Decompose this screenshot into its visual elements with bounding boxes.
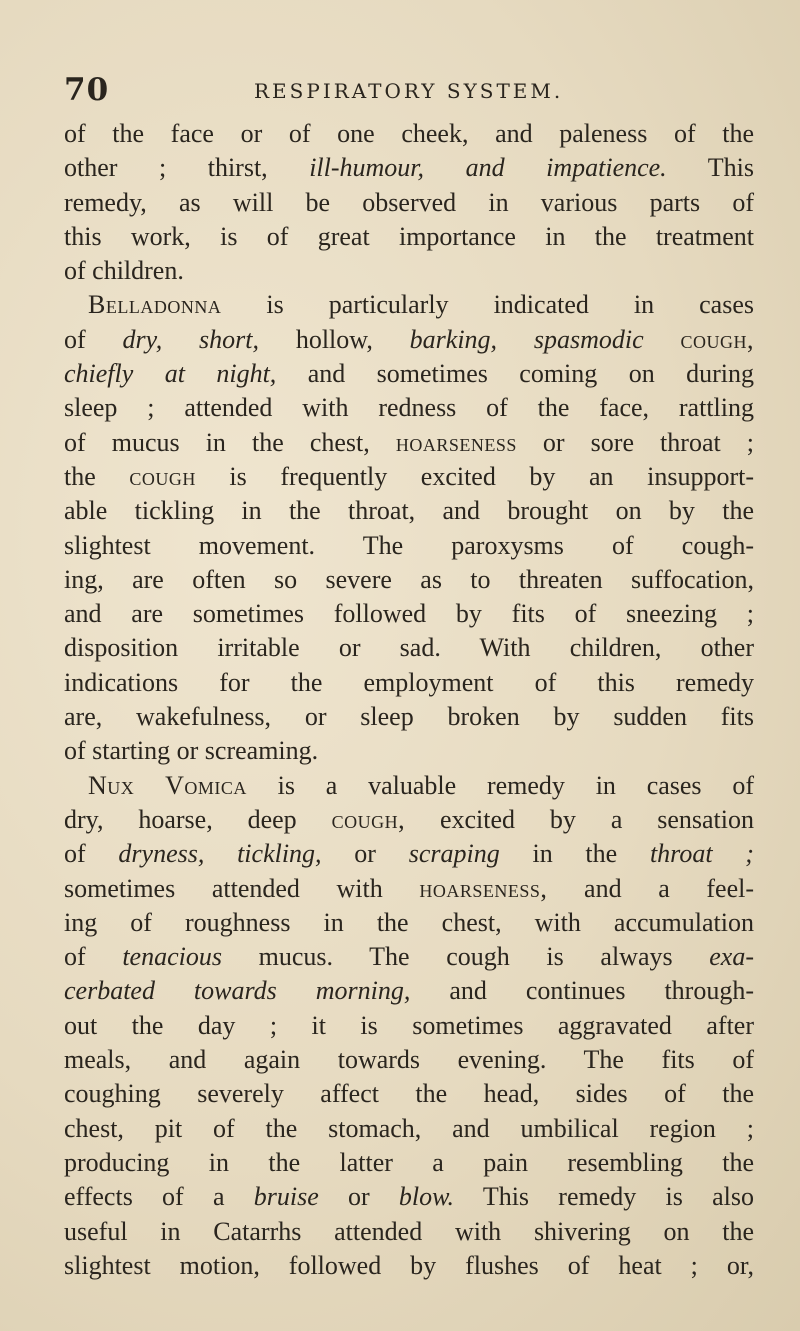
italic-text: ill-humour, and impatience.	[309, 153, 667, 183]
text-run: of the face or of one cheek, and paleness of the	[64, 119, 754, 148]
text-line	[64, 1009, 754, 1043]
text-run: slightest movement. The paroxysms of cough-	[64, 530, 754, 560]
body-text	[64, 117, 754, 1283]
text-line	[64, 563, 754, 597]
text-run: the	[64, 461, 130, 491]
text-run: of	[64, 839, 119, 869]
text-line	[64, 186, 754, 220]
text-line	[64, 906, 754, 940]
text-run: is a valuable remedy in cases of	[246, 770, 754, 800]
text-run: slightest motion, followed by flushes of heat ; or,	[64, 1250, 754, 1280]
text-run: or sore throat ;	[516, 427, 755, 457]
text-run: or	[318, 1182, 399, 1212]
text-run: This remedy is also	[454, 1182, 754, 1212]
small-caps-text: Belladonna	[88, 290, 222, 320]
text-line	[64, 1146, 754, 1180]
italic-text: cerbated towards morning,	[64, 976, 411, 1006]
text-line	[64, 391, 754, 425]
text-line	[64, 288, 754, 322]
text-run: ing of roughness in the chest, with accumulation	[64, 907, 754, 937]
text-run: other ; thirst,	[64, 153, 310, 183]
text-run: and sometimes coming on during	[276, 359, 754, 389]
text-line	[64, 700, 754, 734]
text-line	[64, 1249, 754, 1283]
text-line	[64, 1112, 754, 1146]
italic-text: bruise	[253, 1182, 319, 1212]
text-run: This	[666, 153, 754, 183]
text-run: in the	[499, 839, 650, 869]
text-line	[64, 529, 754, 563]
small-caps-text: Nux Vomica	[88, 770, 247, 800]
italic-text: dryness, tickling,	[118, 839, 322, 869]
text-line	[64, 220, 754, 254]
text-line	[64, 460, 754, 494]
text-line	[64, 151, 754, 185]
running-title: RESPIRATORY SYSTEM.	[254, 79, 564, 103]
text-line	[64, 974, 754, 1008]
text-run: of starting or screaming.	[64, 736, 319, 766]
text-line	[64, 254, 754, 288]
text-run: of children.	[64, 256, 184, 286]
text-run: hollow,	[259, 324, 410, 354]
text-line	[64, 426, 754, 460]
small-caps-text: hoarseness,	[419, 873, 548, 903]
text-run: of	[64, 942, 123, 972]
text-line	[64, 631, 754, 665]
text-line	[64, 837, 754, 871]
italic-text: blow.	[398, 1182, 455, 1212]
text-line	[64, 803, 754, 837]
italic-text: exa-	[709, 942, 754, 972]
text-run: sometimes attended with	[64, 873, 420, 903]
text-line	[64, 597, 754, 631]
text-run: out the day ; it is sometimes aggravated after	[64, 1010, 754, 1040]
text-run: of	[64, 324, 123, 354]
text-line	[64, 769, 754, 803]
small-caps-text: cough,	[331, 804, 406, 834]
italic-text: throat ;	[649, 839, 754, 869]
text-line	[64, 734, 754, 768]
text-run: chest, pit of the stomach, and umbilical region ;	[64, 1113, 754, 1143]
text-run: and continues through-	[410, 976, 754, 1006]
text-run: is particularly indicated in cases	[221, 290, 754, 320]
text-run: indications for the employment of this remedy	[64, 667, 754, 697]
text-run: remedy, as will be observed in various parts of	[64, 187, 754, 217]
text-run: ing, are often so severe as to threaten suffocation,	[64, 564, 754, 594]
small-caps-text: hoarseness	[395, 427, 517, 457]
italic-text: dry, short,	[122, 324, 259, 354]
text-line	[64, 666, 754, 700]
text-run: and a feel-	[547, 873, 754, 903]
small-caps-text: cough,	[680, 324, 754, 354]
text-run: excited by a sensation	[405, 804, 755, 834]
text-run: sleep ; attended with redness of the face, rattling	[64, 393, 754, 423]
text-run	[644, 325, 681, 354]
italic-text: barking, spasmodic	[409, 324, 644, 354]
text-run: and are sometimes followed by fits of sneezing ;	[64, 599, 754, 629]
page-header	[64, 72, 754, 112]
text-line	[64, 357, 754, 391]
italic-text: scraping	[408, 839, 500, 869]
text-line	[64, 494, 754, 528]
text-run: this work, is of great importance in the treatment	[64, 221, 754, 251]
text-line	[64, 1180, 754, 1214]
text-run: or	[321, 839, 409, 869]
text-run: disposition irritable or sad. With children, other	[64, 633, 754, 663]
text-run: coughing severely affect the head, sides of the	[64, 1079, 754, 1109]
text-run: meals, and again towards evening. The fits of	[64, 1045, 754, 1075]
text-line	[64, 1215, 754, 1249]
text-line	[64, 117, 754, 151]
italic-text: chiefly at night,	[64, 359, 277, 389]
page-number: 70	[64, 72, 110, 108]
text-run: able tickling in the throat, and brought on by the	[64, 496, 754, 526]
text-run: producing in the latter a pain resembling the	[64, 1147, 754, 1177]
text-line	[64, 1077, 754, 1111]
text-run: mucus. The cough is always	[221, 942, 710, 972]
text-run: is frequently excited by an insupport-	[195, 461, 754, 491]
text-run: are, wakefulness, or sleep broken by sudden fits	[64, 702, 754, 732]
text-line	[64, 1043, 754, 1077]
text-line	[64, 940, 754, 974]
text-line	[64, 323, 754, 357]
text-run: dry, hoarse, deep	[64, 804, 332, 834]
small-caps-text: cough	[129, 461, 196, 491]
text-run: useful in Catarrhs attended with shivering on the	[64, 1216, 754, 1246]
italic-text: tenacious	[122, 942, 222, 972]
text-line	[64, 872, 754, 906]
text-run: effects of a	[64, 1182, 254, 1212]
text-run: of mucus in the chest,	[64, 427, 396, 457]
